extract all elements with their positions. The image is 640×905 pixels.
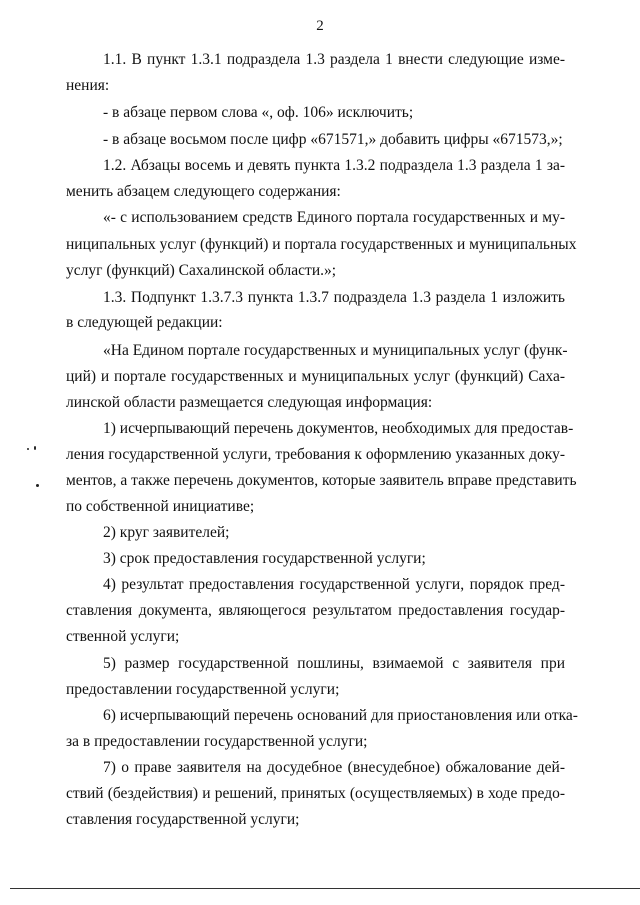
text-line: 6) исчерпывающий перечень оснований для приостановления или отка- (103, 707, 578, 724)
text-line: услуг (функций) Сахалинской области.»; (66, 262, 337, 279)
text-line: 7) о праве заявителя на досудебное (внесудебное) обжалование дей- (103, 759, 565, 776)
text-line: ственной услуги; (66, 628, 180, 645)
text-line: предоставлении государственной услуги; (66, 681, 340, 698)
text-line: 2) круг заявителей; (103, 524, 230, 541)
scan-speck (36, 484, 39, 487)
text-line: ций) и портале государственных и муниципальных услуг (функций) Саха- (66, 368, 565, 385)
text-line: нения: (66, 77, 110, 94)
text-line: 1.3. Подпункт 1.3.7.3 пункта 1.3.7 подраздела 1.3 раздела 1 изложить (103, 289, 565, 306)
text-line: ления государственной услуги, требования к оформлению указанных доку- (66, 446, 565, 463)
text-line: ниципальных услуг (функций) и портала государственных и муниципальных (66, 236, 577, 253)
text-line: ставления государственной услуги; (66, 811, 300, 828)
text-line: 1.2. Абзацы восемь и девять пункта 1.3.2 подраздела 1.3 раздела 1 за- (103, 157, 565, 174)
text-line: менить абзацем следующего содержания: (66, 183, 341, 200)
text-line: ствий (бездействия) и решений, принятых (осуществляемых) в ходе предо- (66, 785, 565, 802)
page-number: 2 (316, 18, 324, 34)
scan-speck (27, 448, 29, 450)
text-line: линской области размещается следующая информация: (66, 394, 433, 411)
text-line: 3) срок предоставления государственной услуги; (103, 550, 426, 567)
scan-speck (34, 446, 36, 450)
bottom-rule (10, 888, 640, 889)
text-line: ставления документа, являющегося результатом предоставления государ- (66, 602, 565, 619)
text-line: - в абзаце восьмом после цифр «671571,» добавить цифры «671573,»; (103, 131, 563, 148)
text-line: - в абзаце первом слова «, оф. 106» исключить; (103, 104, 414, 121)
text-line: 5) размер государственной пошлины, взимаемой с заявителя при (103, 655, 565, 672)
text-line: 1.1. В пункт 1.3.1 подраздела 1.3 раздела 1 внести следующие изме- (103, 51, 565, 68)
text-line: «На Едином портале государственных и муниципальных услуг (функ- (103, 342, 568, 359)
text-line: по собственной инициативе; (66, 498, 255, 515)
text-line: «- с использованием средств Единого портала государственных и му- (103, 209, 565, 226)
text-line: ментов, а также перечень документов, которые заявитель вправе представить (66, 472, 577, 489)
text-line: за в предоставлении государственной услуги; (66, 733, 368, 750)
text-line: 4) результат предоставления государственной услуги, порядок пред- (103, 576, 565, 593)
text-line: 1) исчерпывающий перечень документов, необходимых для предостав- (103, 420, 574, 437)
text-line: в следующей редакции: (66, 314, 223, 331)
